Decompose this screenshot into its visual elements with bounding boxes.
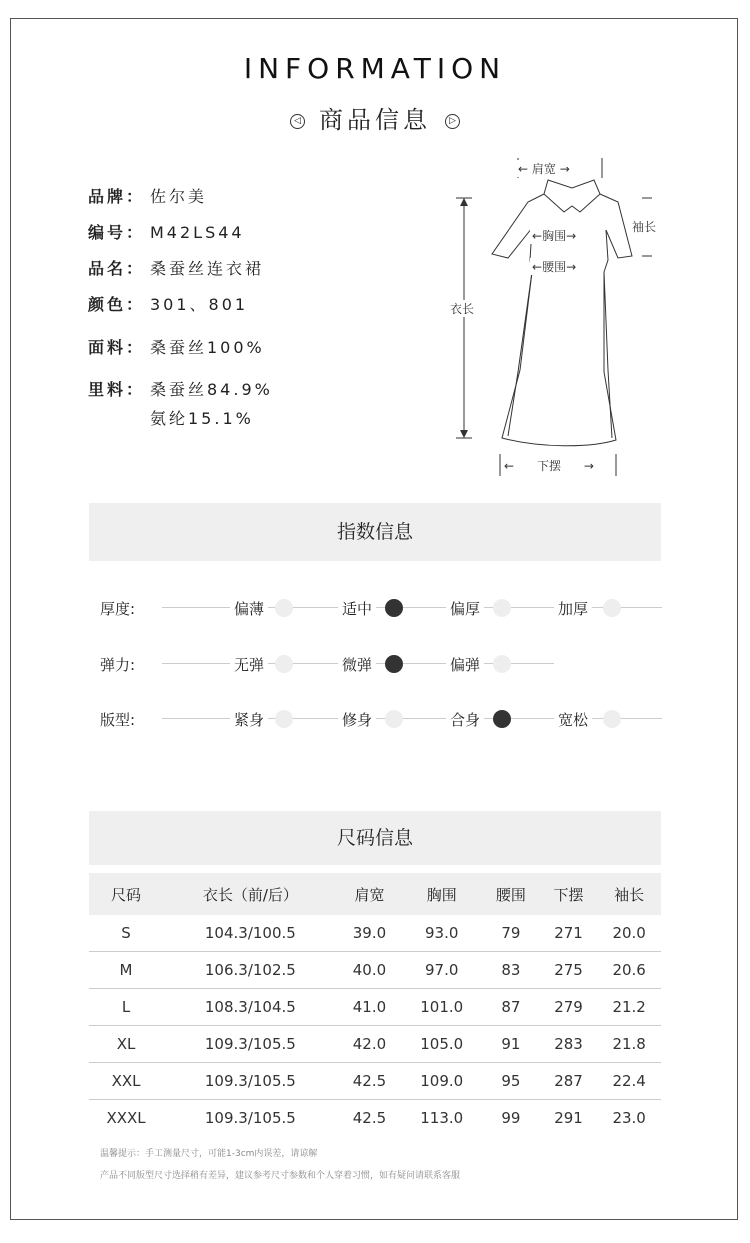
- size-cell: 279: [540, 989, 598, 1026]
- size-header-cell: 胸围: [401, 873, 482, 915]
- size-cell: 283: [540, 1026, 598, 1063]
- size-cell: 104.3/100.5: [163, 915, 338, 952]
- arrow-right: →: [566, 229, 577, 243]
- info-value: 佐尔美: [150, 187, 208, 206]
- size-cell: XL: [89, 1026, 163, 1063]
- index-dot-selected: [385, 599, 403, 617]
- info-color: [88, 292, 248, 315]
- table-row: [89, 989, 661, 1026]
- index-option: 加厚: [554, 598, 592, 619]
- size-cell: 79: [482, 915, 540, 952]
- index-dot: [603, 710, 621, 728]
- size-header-row: [89, 873, 661, 915]
- size-cell: 87: [482, 989, 540, 1026]
- size-cell: 40.0: [338, 952, 402, 989]
- arrow-left: ←: [532, 260, 543, 274]
- size-cell: 275: [540, 952, 598, 989]
- info-brand: [88, 184, 207, 207]
- size-header-cell: 肩宽: [338, 873, 402, 915]
- size-cell: 21.8: [597, 1026, 661, 1063]
- size-cell: M: [89, 952, 163, 989]
- size-cell: 105.0: [401, 1026, 482, 1063]
- info-key: 编号：: [88, 223, 146, 242]
- index-row-elasticity: [100, 654, 665, 674]
- info-value: 桑蚕丝100%: [150, 338, 265, 357]
- table-row: [89, 1026, 661, 1063]
- size-cell: 22.4: [597, 1063, 661, 1100]
- index-dot: [275, 710, 293, 728]
- hem-label: [502, 457, 596, 474]
- arrow-right: →: [583, 459, 594, 473]
- arrow-left: ←: [504, 459, 515, 473]
- right-mark-icon: ▷: [445, 114, 460, 129]
- size-header-cell: 腰围: [482, 873, 540, 915]
- index-option: 宽松: [554, 709, 592, 730]
- index-dot: [493, 599, 511, 617]
- index-option: 修身: [338, 709, 376, 730]
- arrow-right: →: [566, 260, 577, 274]
- index-dot: [385, 710, 403, 728]
- info-key: 品牌：: [88, 187, 146, 206]
- info-fabric: [88, 335, 265, 358]
- chest-label: [530, 227, 578, 244]
- index-option: 偏薄: [230, 598, 268, 619]
- arrow-right: →: [559, 162, 570, 176]
- index-row-fit: [100, 709, 665, 729]
- left-mark-icon: ◁: [290, 114, 305, 129]
- info-value: 桑蚕丝连衣裙: [150, 259, 265, 278]
- size-cell: 42.5: [338, 1063, 402, 1100]
- info-lining: [88, 377, 273, 429]
- info-value: 301、801: [150, 295, 249, 314]
- index-label: 弹力:: [100, 656, 136, 674]
- size-cell: 93.0: [401, 915, 482, 952]
- index-dot-selected: [385, 655, 403, 673]
- size-cell: 287: [540, 1063, 598, 1100]
- index-dot: [275, 599, 293, 617]
- dress-diagram: [440, 150, 680, 490]
- chest-text: 胸围: [542, 229, 567, 243]
- size-header-cell: 袖长: [597, 873, 661, 915]
- shoulder-text: 肩宽: [531, 162, 556, 176]
- size-cell: 91: [482, 1026, 540, 1063]
- size-cell: 99: [501, 1109, 521, 1127]
- size-cell: 21.2: [597, 989, 661, 1026]
- index-dot: [603, 599, 621, 617]
- size-cell: XXXL: [106, 1109, 146, 1127]
- title-en: INFORMATION: [243, 52, 507, 85]
- size-cell: 101.0: [401, 989, 482, 1026]
- size-title: 尺码信息: [89, 811, 661, 865]
- index-option: 合身: [446, 709, 484, 730]
- size-cell: 23.0: [612, 1109, 646, 1127]
- size-cell: 291: [554, 1109, 583, 1127]
- size-cell: 271: [540, 915, 598, 952]
- index-option: 偏厚: [446, 598, 484, 619]
- index-row-thickness: [100, 598, 665, 618]
- size-cell: 42.5: [352, 1109, 387, 1127]
- title-cn: [0, 100, 750, 135]
- info-key: 品名：: [88, 259, 146, 278]
- index-label: 版型:: [100, 711, 136, 729]
- size-cell: 108.3/104.5: [163, 989, 338, 1026]
- size-cell: 109.0: [401, 1063, 482, 1100]
- size-cell: 109.3/105.5: [163, 1026, 338, 1063]
- index-option: 紧身: [230, 709, 268, 730]
- size-cell: 83: [482, 952, 540, 989]
- size-header-cell: 下摆: [540, 873, 598, 915]
- size-header-cell: 尺码: [89, 873, 163, 915]
- waist-text: 腰围: [542, 260, 567, 274]
- length-label: 衣长: [450, 302, 475, 316]
- table-row: [89, 915, 661, 952]
- size-cell: 20.6: [597, 952, 661, 989]
- info-value: M42LS44: [150, 223, 245, 242]
- size-cell: 109.3/105.5: [204, 1109, 296, 1127]
- size-cell: 20.0: [597, 915, 661, 952]
- info-key: 面料：: [88, 338, 146, 357]
- info-value: 桑蚕丝84.9%: [150, 380, 273, 399]
- size-cell: 41.0: [338, 989, 402, 1026]
- size-cell: 97.0: [401, 952, 482, 989]
- size-table: [89, 873, 661, 1136]
- size-cell: XXL: [89, 1063, 163, 1100]
- waist-label: [530, 258, 578, 275]
- shoulder-label: [516, 160, 572, 177]
- arrow-left: ←: [518, 162, 529, 176]
- size-cell: 95: [482, 1063, 540, 1100]
- info-key: 颜色：: [88, 295, 146, 314]
- info-key: 里料：: [88, 380, 146, 399]
- size-cell: L: [89, 989, 163, 1026]
- index-label: 厚度:: [100, 600, 136, 618]
- note-1: 温馨提示：手工测量尺寸，可能1-3cm内误差，请谅解: [100, 1149, 318, 1159]
- size-cell: 39.0: [338, 915, 402, 952]
- size-cell: 113.0: [420, 1109, 464, 1127]
- size-cell: 109.3/105.5: [163, 1063, 338, 1100]
- note-2: 产品不同版型尺寸选择稍有差异，建议参考尺寸参数和个人穿着习惯，如有疑问请联系客服: [100, 1171, 461, 1181]
- info-value-2: 氨纶15.1%: [150, 409, 254, 428]
- index-dot: [275, 655, 293, 673]
- size-cell: 42.0: [338, 1026, 402, 1063]
- index-option: 适中: [338, 598, 376, 619]
- index-title: 指数信息: [89, 503, 661, 561]
- index-option: 偏弹: [446, 654, 484, 675]
- hem-text: 下摆: [536, 459, 561, 473]
- size-cell: 106.3/102.5: [163, 952, 338, 989]
- table-row: [89, 952, 661, 989]
- index-dot: [493, 655, 511, 673]
- title-cn-text: 商品信息: [319, 106, 431, 134]
- size-header-cell: 衣长（前/后）: [163, 873, 338, 915]
- info-code: [88, 220, 245, 243]
- index-option: 微弹: [338, 654, 376, 675]
- table-row: [89, 1063, 661, 1100]
- table-row: [89, 1100, 661, 1137]
- arrow-left: ←: [532, 229, 543, 243]
- index-dot-selected: [493, 710, 511, 728]
- index-option: 无弹: [230, 654, 268, 675]
- sleeve-label: 袖长: [632, 220, 657, 234]
- info-name: [88, 256, 264, 279]
- size-cell: S: [89, 915, 163, 952]
